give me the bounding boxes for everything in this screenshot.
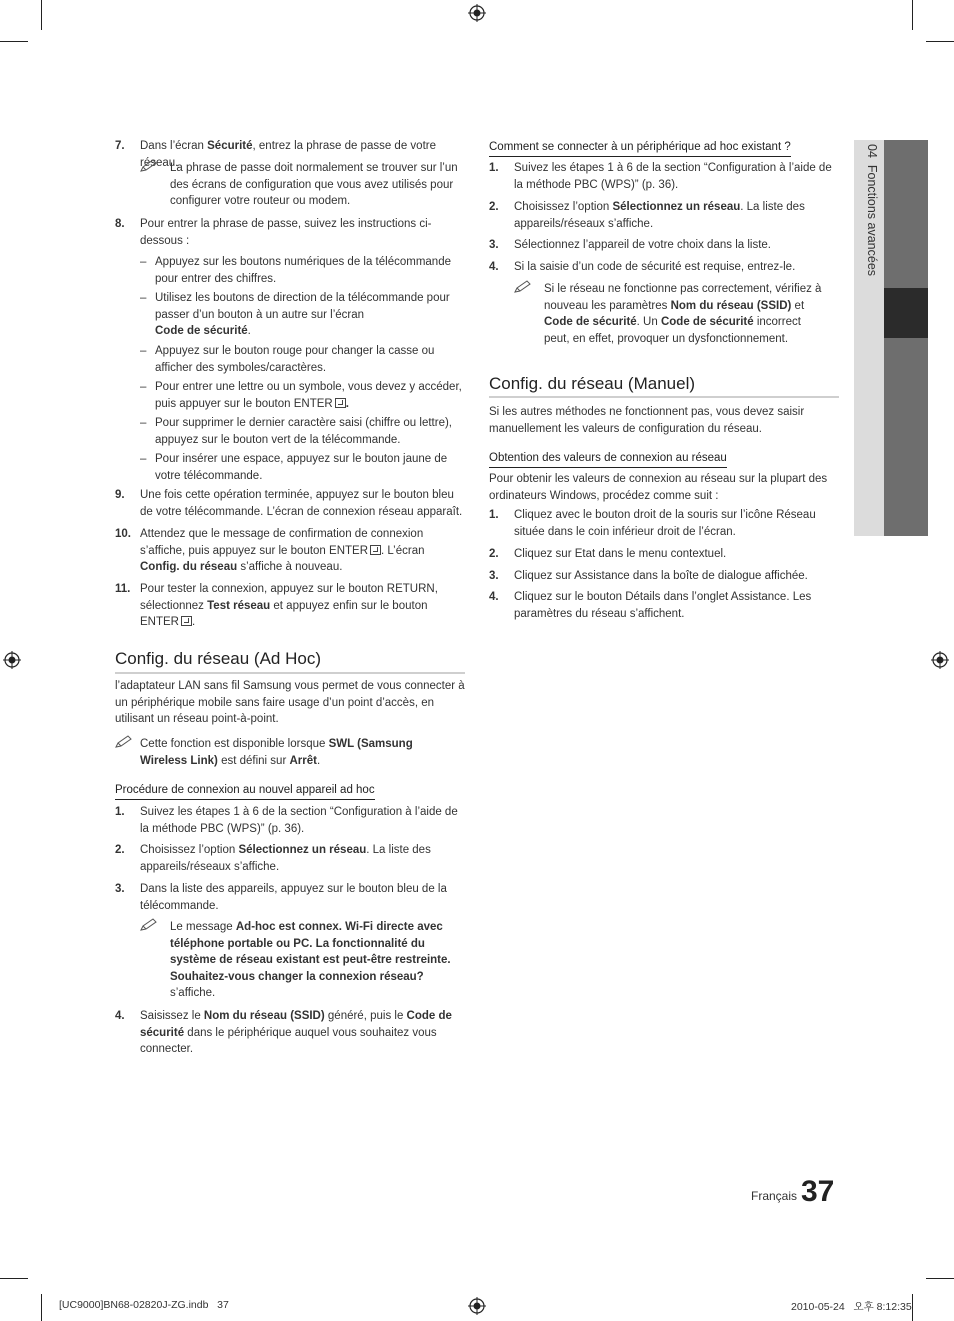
crop-mark (912, 0, 913, 30)
list-item: 3. Dans la liste des appareils, appuyez sur le bouton bleu de la télécommande. (115, 883, 447, 912)
list-item: 4. Saisissez le Nom du réseau (SSID) généré, puis le Code de sécurité dans le périphérique auquel vous souhaitez vous connecter. (115, 1010, 452, 1055)
list-item: 4. Si la saisie d’un code de sécurité est requise, entrez-le. (489, 261, 796, 273)
crop-mark (912, 1294, 913, 1321)
list-item: 1. Suivez les étapes 1 à 6 de la section “Configuration à l’aide de la méthode PBC (WPS)” (p. 36). (115, 806, 458, 835)
enter-key-icon (370, 545, 381, 555)
list-item: 9. Une fois cette opération terminée, appuyez sur le bouton bleu de votre télécommande. L’écran de connexion réseau apparaît. (115, 489, 463, 518)
paragraph: Si les autres méthodes ne fonctionnent pas, vous devez saisir manuellement les valeurs de configuration du réseau. (489, 406, 805, 435)
heading-rule (489, 396, 839, 398)
chapter-label: Fonctions avancées (865, 164, 879, 277)
note-text: Si le réseau ne fonctionne pas correctement, vérifiez à nouveau les paramètres Nom du réseau (SSID) et Code de sécurité. Un Code de sécurité incorrect peut, en effet, provoquer un dysfonctionnement. (544, 283, 822, 345)
crop-mark (0, 41, 28, 42)
crop-mark (0, 1278, 28, 1279)
paragraph: l’adaptateur LAN sans fil Samsung vous permet de vous connecter à un périphérique mobile sans faire usage d’un point d’accès, en utilisant un réseau point-à-point. (115, 680, 465, 725)
registration-mark-icon (3, 651, 21, 669)
paragraph: Pour obtenir les valeurs de connexion au réseau sur la plupart des ordinateurs Windows, procédez comme suit : (489, 473, 828, 502)
sub-item: – Utilisez les boutons de direction de la télécommande pour passer d’un bouton à un autre sur l’écran Code de sécurité. (140, 292, 450, 337)
note-text: La phrase de passe doit normalement se trouver sur l’un des écrans de configuration que vous avez utilisés pour configurer votre routeur ou modem. (170, 162, 458, 207)
subsection-heading: Comment se connecter à un périphérique ad hoc existant ? (489, 139, 791, 157)
crop-mark (926, 41, 954, 42)
sub-item: – Pour insérer une espace, appuyez sur le bouton jaune de votre télécommande. (140, 453, 448, 482)
list-item: 4. Cliquez sur le bouton Détails dans l’onglet Assistance. Les paramètres du réseau s’affichent. (489, 591, 812, 620)
enter-key-icon (335, 398, 346, 408)
footer-language: Français (751, 1189, 798, 1203)
registration-mark-icon (931, 651, 949, 669)
heading-rule (115, 672, 465, 674)
print-date-info: 2010-05-24 오후 8:12:35 (791, 1301, 912, 1313)
note-text: Le message Ad-hoc est connex. Wi-Fi directe avec téléphone portable ou PC. La fonctionnalité du système de réseau existant est peut-être restreinte. Souhaitez-vous changer la connexion réseau? s’affiche. (170, 921, 451, 999)
list-item: 3. Sélectionnez l’appareil de votre choix dans la liste. (489, 239, 771, 251)
list-item: 8. Pour entrer la phrase de passe, suivez les instructions ci-dessous : (115, 218, 432, 247)
section-heading: Config. du réseau (Manuel) (489, 374, 696, 393)
list-item: 11. Pour tester la connexion, appuyez sur le bouton RETURN, sélectionnez Test réseau et appuyez enfin sur le bouton ENTER . (115, 583, 438, 628)
subsection-heading: Obtention des valeurs de connexion au réseau (489, 450, 727, 468)
note-pencil-icon (514, 280, 532, 294)
sub-item: – Appuyez sur le bouton rouge pour changer la casse ou afficher des symboles/caractères. (140, 345, 435, 374)
crop-mark (926, 1278, 954, 1279)
page-number: 37 (801, 1175, 835, 1208)
list-item: 2. Choisissez l’option Sélectionnez un réseau. La liste des appareils/réseaux s’affiche. (489, 201, 805, 230)
subsection-heading: Procédure de connexion au nouvel appareil ad hoc (115, 782, 375, 800)
enter-key-icon (181, 616, 192, 626)
section-heading: Config. du réseau (Ad Hoc) (115, 649, 321, 668)
note-pencil-icon (115, 735, 133, 749)
list-item: 1. Suivez les étapes 1 à 6 de la section “Configuration à l’aide de la méthode PBC (WPS)” (p. 36). (489, 162, 832, 191)
registration-mark-icon (468, 1297, 486, 1315)
print-file-info: [UC9000]BN68-02820J-ZG.indb 37 (59, 1299, 229, 1311)
sub-item: – Pour entrer une lettre ou un symbole, vous devez y accéder, puis appuyer sur le bouton ENTER . (140, 381, 462, 410)
chapter-number: 04 (865, 144, 879, 158)
sub-item: – Pour supprimer le dernier caractère saisi (chiffre ou lettre), appuyez sur le bouton vert de la télécommande. (140, 417, 452, 446)
crop-mark (41, 1294, 42, 1321)
registration-mark-icon (468, 4, 486, 22)
list-item: 2. Cliquez sur Etat dans le menu contextuel. (489, 548, 727, 560)
list-item: 2. Choisissez l’option Sélectionnez un réseau. La liste des appareils/réseaux s’affiche. (115, 844, 431, 873)
list-item: 1. Cliquez avec le bouton droit de la souris sur l’icône Réseau située dans le coin inférieur droit de l’écran. (489, 509, 816, 538)
crop-mark (41, 0, 42, 30)
note-pencil-icon (140, 918, 158, 932)
list-item: 7. Dans l’écran Sécurité, entrez la phrase de passe de votre réseau. (115, 140, 436, 169)
sub-item: – Appuyez sur les boutons numériques de la télécommande pour entrer des chiffres. (140, 256, 451, 285)
note-text: Cette fonction est disponible lorsque SWL (Samsung Wireless Link) est défini sur Arrêt. (140, 738, 413, 767)
note-pencil-icon (140, 159, 158, 173)
list-item: 3. Cliquez sur Assistance dans la boîte de dialogue affichée. (489, 570, 808, 582)
list-item: 10. Attendez que le message de confirmation de connexion s’affiche, puis appuyez sur le bouton ENTER . L’écran Config. du réseau s’affiche à nouveau. (115, 528, 425, 573)
